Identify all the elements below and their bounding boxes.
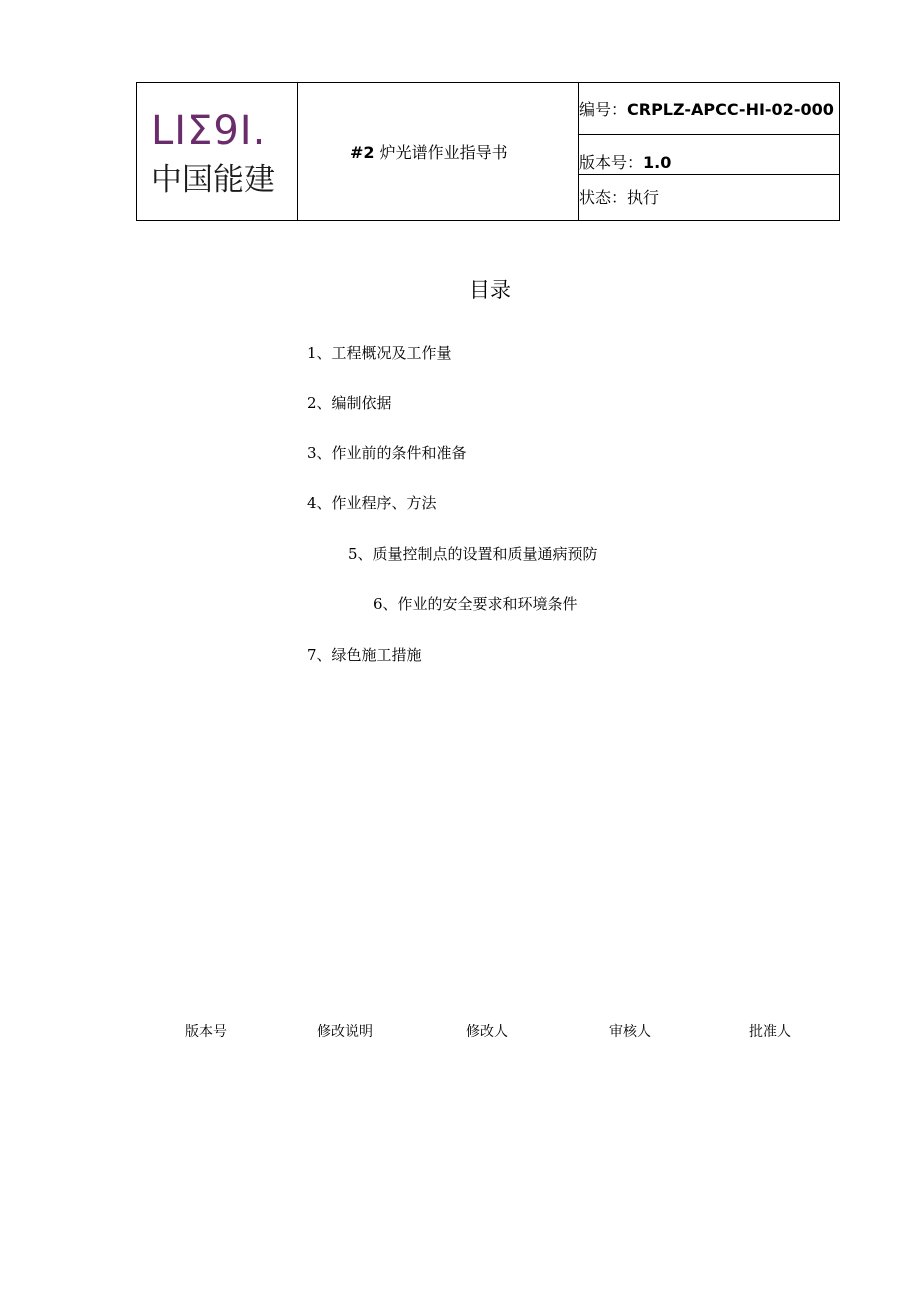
toc-item: 5、质量控制点的设置和质量通病预防 — [348, 545, 598, 563]
document-title-number: #2 — [350, 143, 375, 162]
revision-header-modifier: 修改人 — [466, 1024, 508, 1040]
revision-header-reviewer: 审核人 — [609, 1024, 651, 1040]
toc-item: 7、绿色施工措施 — [307, 646, 422, 664]
document-version-value: 1.0 — [643, 153, 672, 172]
logo-cell — [137, 83, 298, 220]
company-logo-mark: LIΣ9I. — [151, 108, 267, 154]
document-code-value: CRPLZ-APCC-HI-02-000 — [627, 100, 834, 119]
document-status-row — [579, 175, 839, 220]
document-status-label: 状态： — [579, 188, 628, 207]
document-code-row — [579, 83, 839, 135]
toc-item: 2、编制依据 — [307, 394, 392, 412]
document-title — [350, 143, 508, 163]
toc-item: 1、工程概况及工作量 — [307, 344, 452, 362]
info-cell — [579, 83, 839, 220]
document-version-row — [579, 135, 839, 175]
document-code-label: 编号： — [579, 100, 628, 119]
document-version-label: 版本号： — [579, 153, 644, 172]
document-header-table — [136, 82, 840, 221]
title-cell — [298, 83, 579, 220]
toc-item: 3、作业前的条件和准备 — [307, 444, 467, 462]
company-logo-name: 中国能建 — [151, 162, 275, 198]
toc-title: 目录 — [469, 278, 511, 302]
revision-header-version: 版本号 — [185, 1024, 227, 1040]
toc-item: 4、作业程序、方法 — [307, 494, 437, 512]
revision-header-approver: 批准人 — [749, 1024, 791, 1040]
revision-header-description: 修改说明 — [317, 1024, 373, 1040]
toc-item: 6、作业的安全要求和环境条件 — [373, 595, 578, 613]
document-status-value: 执行 — [627, 188, 660, 207]
document-title-text: 炉光谱作业指导书 — [379, 143, 508, 162]
